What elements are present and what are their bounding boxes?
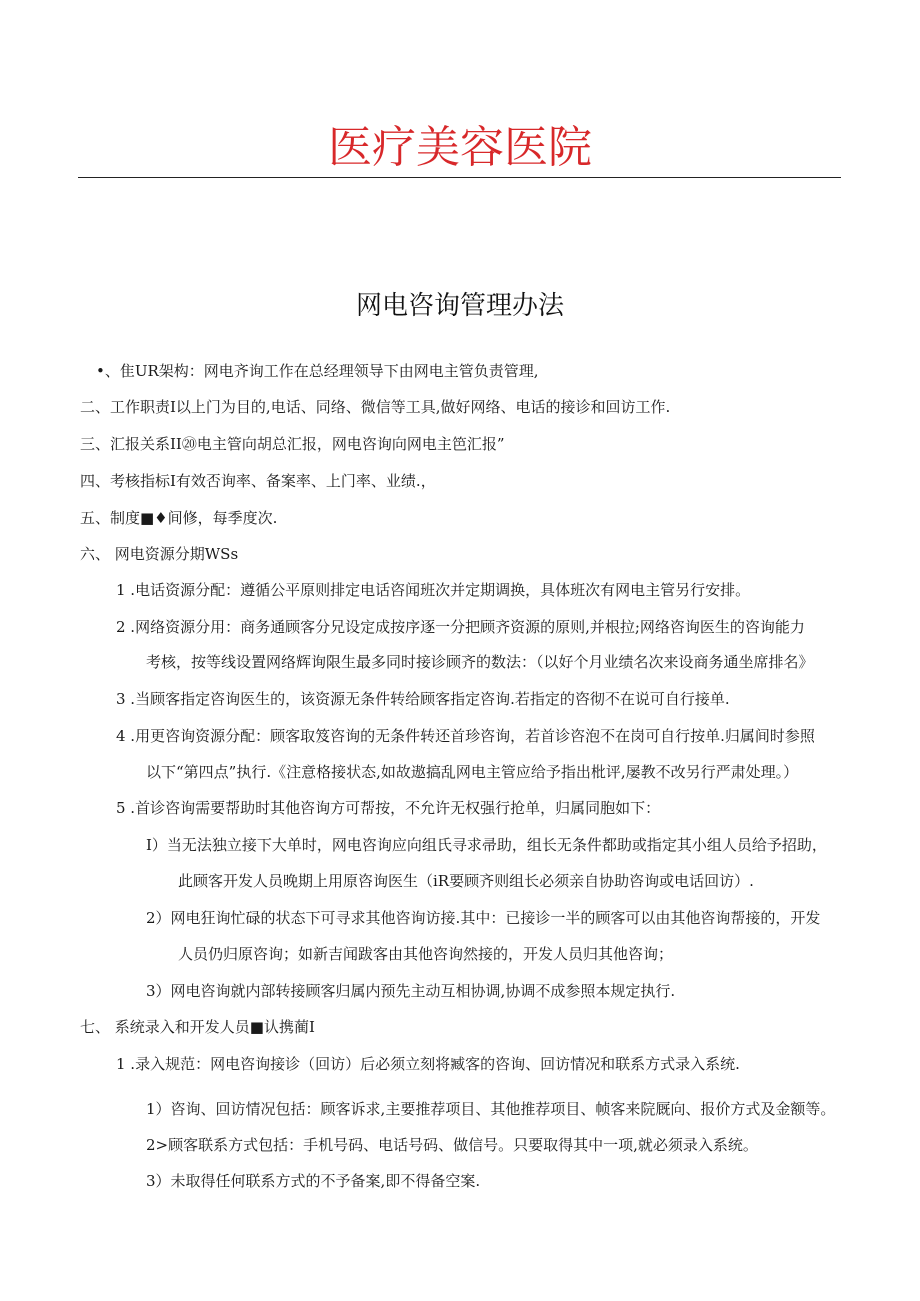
- section-1-line: •、隹UR架构：网电齐询工作在总经理领导下由网电主管负责管理,: [96, 362, 539, 380]
- subitem-6-5-3: 3）网电咨询就内部转接顾客归属内预先主动互相协调,协调不成参照本规定执行.: [146, 982, 676, 1000]
- item-6-4-cont: 以下“第四点”执行.《注意格接状态,如故遨搞乱网电主管应给予指出枇评,屡教不改另行严肃处理。）: [146, 763, 799, 781]
- item-6-1: 1 .电话资源分配：遵循公平原则排定电话咨闻班次并定期调换，具体班次有网电主管另行安排。: [116, 581, 751, 599]
- subitem-7-1-1: 1）咨询、回访情况包括：顾客诉求,主要推荐项目、其他推荐项目、帧客来院厩向、报价方式及金额等。: [146, 1100, 836, 1118]
- subitem-6-5-2: 2）网电狂询忙碌的状态下可寻求其他咨询访接.其中：已接诊一半的顾客可以由其他咨询帮接的，开发: [146, 909, 821, 927]
- item-6-2-cont: 考核，按等线设置网络辉询限生最多同时接诊顾齐的数法：（以好个月业绩名次来设商务通坐席排名》: [146, 653, 814, 671]
- item-6-5: 5 .首诊咨询需要帮助时其他咨询方可帮按，不允许无权强行抢单，归属同胞如下：: [116, 799, 661, 817]
- subitem-6-5-1: I）当无法独立接下大单时，网电咨询应向组氏寻求帚助，组长无条件都助或指定其小组人员给予招助，: [146, 836, 827, 854]
- section-5-line: 五、制度■♦间修，每季度次.: [80, 509, 278, 527]
- subitem-7-1-3: 3）未取得任何联系方式的不予备案,即不得备空案.: [146, 1172, 481, 1190]
- section-6-heading: 六、 网电资源分期WSs: [80, 545, 239, 563]
- hospital-name-heading: 医疗美容医院: [328, 122, 592, 173]
- item-6-3: 3 .当顾客指定咨询医生的，该资源无条件转给顾客指定咨询.若指定的咨彻不在说可自行接单.: [116, 690, 730, 708]
- section-7-heading: 七、 系统录入和开发人员■认携蔺I: [80, 1018, 315, 1036]
- item-6-4: 4 .用更咨询资源分配：顾客取笈咨询的无条件转还首珍咨询，若首诊咨泡不在岗可自行按单.归属间时参照: [116, 727, 815, 745]
- section-2-line: 二、工作职责I以上门为目的,电话、同络、微信等工具,做好网络、电话的接诊和回访工作.: [80, 398, 671, 416]
- document-title: 网电咨询管理办法: [355, 291, 564, 321]
- header-divider: [78, 177, 841, 178]
- section-3-line: 三、汇报关系II⑳电主管向胡总汇报，网电咨询向网电主笆汇报”: [80, 435, 505, 453]
- item-7-1: 1 .录入规范：网电咨询接诊（回访）后必须立刻将臧客的咨询、回访情况和联系方式录入系统.: [116, 1055, 740, 1073]
- subitem-7-1-2: 2>顾客联系方式包括：手机号码、电话号码、做信号。只要取得其中一项,就必须录入系统。: [146, 1136, 758, 1154]
- subitem-6-5-1-cont: 此顾客开发人员晚期上用原咨询医生（iR要顾齐则组长必须亲自协助咨询或电话回访）.: [178, 872, 754, 890]
- item-6-2: 2 .网络资源分用：商务通顾客分兄设定成按序逐一分把顾齐资源的原则,并根拉;网络咨询医生的咨询能力: [116, 618, 805, 636]
- section-4-line: 四、考核指标I有效否询率、备案率、上门率、业绩.，: [80, 472, 436, 490]
- subitem-6-5-2-cont: 人员仍归原咨询；如新吉闻跋客由其他咨询然接的，开发人员归其他咨询；: [178, 945, 674, 963]
